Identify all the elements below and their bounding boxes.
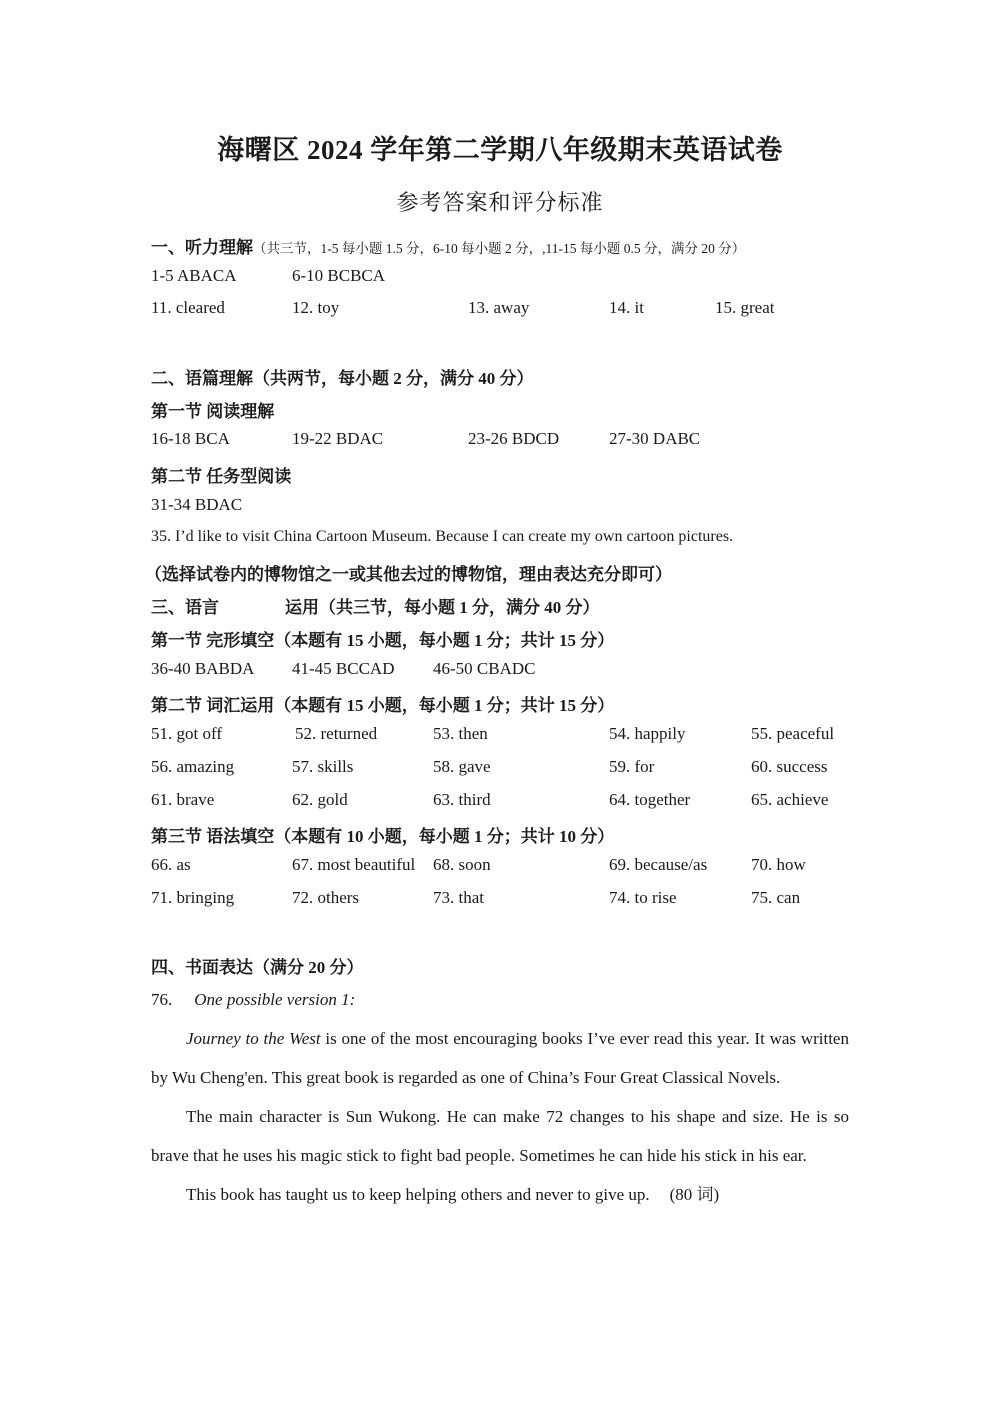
part2-note: （共两节，每小题 2 分，满分 40 分）	[253, 369, 534, 388]
part4-note: （满分 20 分）	[253, 958, 364, 977]
answer-item: 60. success	[751, 757, 828, 776]
q76-header	[151, 990, 355, 1010]
part3-section3-heading	[151, 822, 614, 847]
answer-item: 65. achieve	[751, 790, 829, 809]
section-note: （本题有 15 小题，每小题 1 分；共计 15 分）	[274, 696, 615, 715]
answer-item: 23-26 BDCD	[468, 429, 560, 448]
answer-item: 54. happily	[609, 724, 686, 743]
essay-paragraph-3	[151, 1175, 849, 1214]
part3-section2-heading	[151, 691, 614, 716]
page-subtitle: 参考答案和评分标准	[396, 190, 604, 215]
q76-number: 76.	[151, 990, 173, 1009]
answer-item: 70. how	[751, 855, 806, 874]
answer-item: 27-30 DABC	[609, 429, 701, 448]
section-note: （本题有 10 小题，每小题 1 分；共计 10 分）	[274, 827, 615, 846]
part3-title-a: 三、语言	[151, 598, 219, 617]
part2-section1-heading: 第一节 阅读理解	[151, 402, 275, 421]
answer-item: 72. others	[292, 888, 360, 907]
part3-note: （共三节，每小题 1 分，满分 40 分）	[319, 598, 600, 617]
answer-item: 69. because/as	[609, 855, 708, 874]
answer-item: 41-45 BCCAD	[292, 659, 395, 678]
q35-answer: 35. I’d like to visit China Cartoon Museum. Because I can create my own cartoon pictures.	[151, 528, 734, 545]
q35-note: （选择试卷内的博物馆之一或其他去过的博物馆，理由表达充分即可）	[145, 565, 672, 584]
part3-section1-heading	[151, 626, 614, 651]
part3-heading	[151, 593, 600, 618]
answer-item: 14. it	[609, 298, 644, 317]
page-title: 海曙区 2024 学年第二学期八年级期末英语试卷	[217, 135, 783, 165]
answer-item: 58. gave	[433, 757, 491, 776]
answer-item: 36-40 BABDA	[151, 659, 255, 678]
section-title: 第一节 完形填空	[151, 631, 275, 650]
answer-item: 13. away	[468, 298, 530, 317]
answer-item: 12. toy	[292, 298, 340, 317]
answer-item: 1-5 ABACA	[151, 266, 237, 285]
answer-item: 11. cleared	[151, 298, 225, 317]
answer-item: 56. amazing	[151, 757, 235, 776]
essay-text: This book has taught us to keep helping others and never to give up.	[186, 1185, 650, 1204]
essay-paragraph-2: The main character is Sun Wukong. He can make 72 changes to his shape and size. He is so brave that he uses his magic stick to fight bad people. Sometimes he can hide his stick in his ear.	[151, 1107, 849, 1165]
answer-item: 73. that	[433, 888, 484, 907]
answer-item: 59. for	[609, 757, 655, 776]
answer-item: 15. great	[715, 298, 775, 317]
answer-item: 16-18 BCA	[151, 429, 230, 448]
answer-item: 57. skills	[292, 757, 354, 776]
q76-label: One possible version 1:	[194, 990, 356, 1009]
part1-title: 一、听力理解	[151, 238, 253, 257]
part2-title: 二、语篇理解	[151, 369, 253, 388]
answer-item: 61. brave	[151, 790, 215, 809]
answer-item: 67. most beautiful	[292, 855, 416, 874]
section-title: 第三节 语法填空	[151, 827, 275, 846]
answer-item: 19-22 BDAC	[292, 429, 384, 448]
answer-item: 6-10 BCBCA	[292, 266, 386, 285]
part3-title-b: 运用	[285, 598, 319, 617]
answer-item: 71. bringing	[151, 888, 235, 907]
word-count: (80 词)	[669, 1185, 720, 1204]
answer-item: 75. can	[751, 888, 801, 907]
essay-text: is one of the most encouraging books I’ve ever read this year. It was written by Wu Cheng'en. This great book is regarded as one of China’s Four Great Classical Novels.	[151, 1029, 849, 1087]
part1-heading	[151, 233, 745, 258]
answer-item: 53. then	[433, 724, 488, 743]
answer-item: 46-50 CBADC	[433, 659, 536, 678]
answer-item: 55. peaceful	[751, 724, 835, 743]
answer-item: 64. together	[609, 790, 691, 809]
answer-item: 66. as	[151, 855, 191, 874]
sample-essay	[151, 1019, 849, 1214]
section-note: （本题有 15 小题，每小题 1 分；共计 15 分）	[274, 631, 615, 650]
part4-title: 四、书面表达	[151, 958, 253, 977]
answer-item: 51. got off	[151, 724, 222, 743]
answer-item: 68. soon	[433, 855, 491, 874]
part2-answers-31-34: 31-34 BDAC	[151, 495, 243, 514]
answer-item: 74. to rise	[609, 888, 677, 907]
section-title: 第二节 词汇运用	[151, 696, 275, 715]
part2-heading	[151, 364, 534, 389]
answer-item: 52. returned	[295, 724, 378, 743]
book-title: Journey to the West	[186, 1029, 321, 1048]
answer-item: 63. third	[433, 790, 491, 809]
part1-note: （共三节，1-5 每小题 1.5 分，6-10 每小题 2 分，,11-15 每小题 0.5 分，满分 20 分）	[253, 241, 746, 256]
part2-section2-heading: 第二节 任务型阅读	[151, 467, 292, 486]
essay-paragraph-1	[151, 1019, 849, 1097]
part4-heading	[151, 953, 364, 978]
answer-item: 62. gold	[292, 790, 348, 809]
